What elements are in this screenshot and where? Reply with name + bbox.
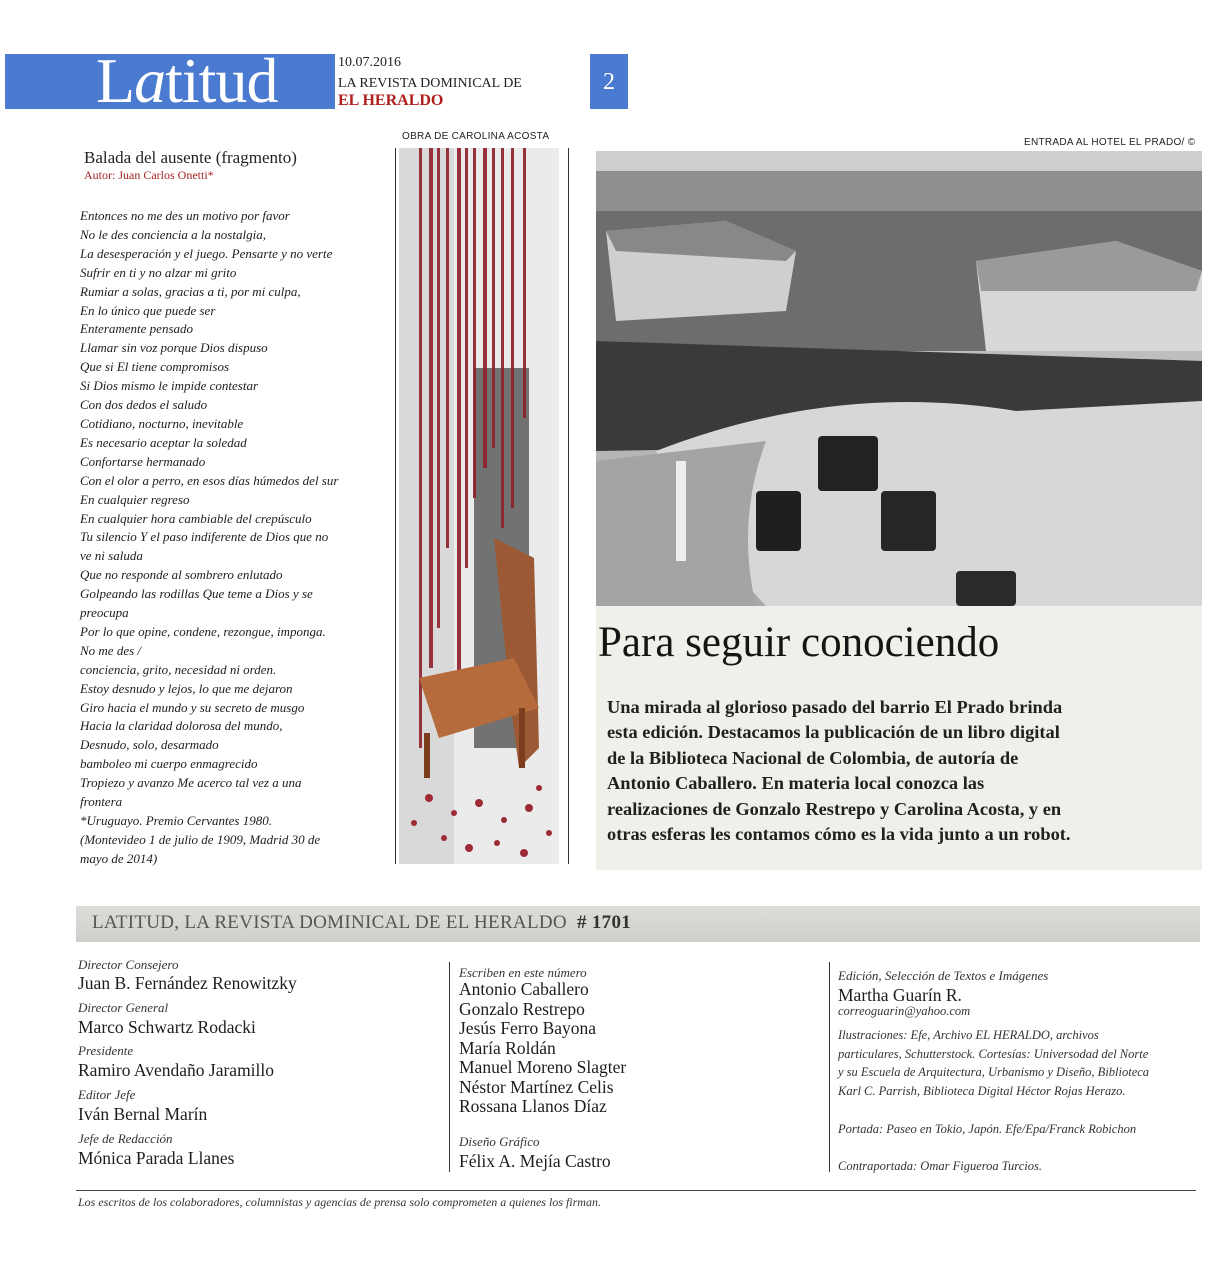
role-name: Marco Schwartz Rodacki <box>78 1017 256 1037</box>
lead-line: otras esferas les contamos cómo es la vida junto a un robot. <box>607 824 1071 845</box>
role-label: Presidente <box>78 1043 134 1058</box>
column-divider <box>829 962 830 1172</box>
role-name: Ramiro Avendaño Jaramillo <box>78 1060 275 1080</box>
poem-line: conciencia, grito, necesidad ni orden. <box>80 661 277 677</box>
poem-line: frontera <box>80 794 123 810</box>
poem-line: Entonces no me des un motivo por favor <box>80 208 290 223</box>
illustrations-credits <box>838 1026 1208 1100</box>
cover-credit: Portada: Paseo en Tokio, Japón. Efe/Epa/Franck Robichon <box>838 1122 1137 1136</box>
poem-line: *Uruguayo. Premio Cervantes 1980. <box>80 813 272 828</box>
poem-line: Hacia la claridad dolorosa del mundo, <box>80 718 283 734</box>
poem-line: Desnudo, solo, desarmado <box>80 737 219 753</box>
poem-line: Si Dios mismo le impide contestar <box>80 378 259 394</box>
poem-line: Rumiar a solas, gracias a ti, por mi culpa, <box>80 283 301 299</box>
photo-illustration <box>596 151 1202 606</box>
poem-line: Es necesario aceptar la soledad <box>80 434 247 450</box>
poem-line: Estoy desnudo y lejos, lo que me dejaron <box>80 680 293 696</box>
poem-line: La desesperación y el juego. Pensarte y no verte <box>80 245 333 261</box>
poem-line: (Montevideo 1 de julio de 1909, Madrid 30 de <box>80 831 321 847</box>
poem-line: Que no responde al sombrero enlutado <box>80 567 283 583</box>
lead-line: de la Biblioteca Nacional de Colombia, de autoría de <box>607 747 1019 768</box>
writer-name: Jesús Ferro Bayona <box>459 1018 597 1038</box>
writers-label: Escriben en este número <box>459 965 587 980</box>
edition-name: Martha Guarín R. <box>838 985 962 1005</box>
poem-line: Golpeando las rodillas Que teme a Dios y se <box>80 586 313 602</box>
poem-line: Tropiezo y avanzo Me acerco tal vez a una <box>80 775 302 791</box>
issue-date: 10.07.2016 <box>338 55 401 70</box>
role-label: Editor Jefe <box>78 1087 136 1102</box>
issue-number: # 1701 <box>577 912 632 933</box>
poem-line: preocupa <box>80 605 129 621</box>
poem-line: Que si El tiene compromisos <box>80 359 229 375</box>
article-lead <box>607 695 1167 847</box>
artwork-illustration <box>399 148 559 864</box>
column-divider <box>449 962 450 1172</box>
poem-line: En cualquier regreso <box>80 491 190 507</box>
poem-line: Giro hacia el mundo y su secreto de musgo <box>80 699 305 715</box>
footer-rule <box>76 1190 1196 1191</box>
article-headline: Para seguir conociendo <box>598 619 1000 666</box>
poem-title: Balada del ausente (fragmento) <box>84 148 297 167</box>
poem-line: Enteramente pensado <box>80 321 194 337</box>
poem-line: Con dos dedos el saludo <box>80 397 208 413</box>
poem-body <box>80 207 380 869</box>
poem-line: Cotidiano, nocturno, inevitable <box>80 415 244 431</box>
edition-label: Edición, Selección de Textos e Imágenes <box>838 968 1049 983</box>
hotel-el-prado-photo <box>596 151 1202 606</box>
writer-name: Gonzalo Restrepo <box>459 998 585 1019</box>
artwork-carolina-acosta <box>399 148 559 864</box>
art-credit: OBRA DE CAROLINA ACOSTA <box>402 131 550 142</box>
lead-line: esta edición. Destacamos la publicación de un libro digital <box>607 722 1060 743</box>
poem-line: En cualquier hora cambiable del crepúsculo <box>80 510 312 526</box>
poem-line: Confortarse hermanado <box>80 453 206 469</box>
role-label: Jefe de Redacción <box>78 1131 173 1146</box>
writer-name: Manuel Moreno Slagter <box>459 1057 627 1077</box>
writers-list <box>459 980 626 1117</box>
writer-name: María Roldán <box>459 1037 556 1058</box>
illustrations-line: Karl C. Parrish, Biblioteca Digital Héctor Rojas Herazo. <box>838 1083 1126 1098</box>
illustrations-line: particulares, Schutterstock. Cortesías: Universodad del Norte <box>838 1046 1149 1061</box>
design-name: Félix A. Mejía Castro <box>459 1151 611 1171</box>
publication-name: EL HERALDO <box>338 92 444 109</box>
column-divider <box>395 148 396 864</box>
disclaimer: Los escritos de los colaboradores, columnistas y agencias de prensa solo comprometen a quienes los firman. <box>78 1195 601 1209</box>
latitud-logo: Latitud <box>96 45 278 116</box>
poem-line: Tu silencio Y el paso indiferente de Dios que no <box>80 529 329 545</box>
poem-line: No me des / <box>80 642 142 658</box>
poem-line: ve ni saluda <box>80 548 143 564</box>
poem-line: No le des conciencia a la nostalgia, <box>80 226 266 242</box>
illustrations-line: Ilustraciones: Efe, Archivo EL HERALDO, archivos <box>838 1028 1099 1042</box>
masthead-title: LATITUD, LA REVISTA DOMINICAL DE EL HERALDO # 1701 <box>92 912 632 933</box>
poem-line: mayo de 2014) <box>80 850 158 866</box>
lead-line: realizaciones de Gonzalo Restrepo y Carolina Acosta, y en <box>607 798 1062 819</box>
poem-line: bamboleo mi cuerpo enmagrecido <box>80 756 258 772</box>
edition-email: correoguarin@yahoo.com <box>838 1004 971 1018</box>
column-divider <box>568 148 569 864</box>
poem-line: Sufrir en ti y no alzar mi grito <box>80 264 237 280</box>
photo-credit: ENTRADA AL HOTEL EL PRADO/ © <box>1024 137 1196 148</box>
role-label: Director Consejero <box>78 957 179 972</box>
role-name: Mónica Parada Llanes <box>78 1148 235 1168</box>
lead-line: Antonio Caballero. En materia local conozca las <box>607 773 985 794</box>
poem-author: Autor: Juan Carlos Onetti* <box>84 168 214 182</box>
revista-label: LA REVISTA DOMINICAL DE <box>338 76 522 91</box>
poem-line: Llamar sin voz porque Dios dispuso <box>80 340 268 356</box>
illustrations-line: y su Escuela de Arquitectura, Urbanismo y Diseño, Biblioteca <box>838 1065 1150 1079</box>
back-cover-credit: Contraportada: Omar Figueroa Turcios. <box>838 1159 1042 1173</box>
role-name: Iván Bernal Marín <box>78 1104 208 1124</box>
writer-name: Néstor Martínez Celis <box>459 1076 614 1097</box>
role-label: Director General <box>78 1000 169 1015</box>
poem-line: Con el olor a perro, en esos días húmedos del sur <box>80 472 339 488</box>
role-name: Juan B. Fernández Renowitzky <box>78 973 297 993</box>
page-number: 2 <box>590 54 628 109</box>
poem-line: En lo único que puede ser <box>80 302 216 318</box>
writer-name: Antonio Caballero <box>459 979 589 999</box>
lead-line: Una mirada al glorioso pasado del barrio El Prado brinda <box>607 697 1063 717</box>
poem-line: Por lo que opine, condene, rezongue, imponga. <box>80 623 326 639</box>
design-label: Diseño Gráfico <box>459 1134 540 1149</box>
writer-name: Rossana Llanos Díaz <box>459 1096 607 1116</box>
